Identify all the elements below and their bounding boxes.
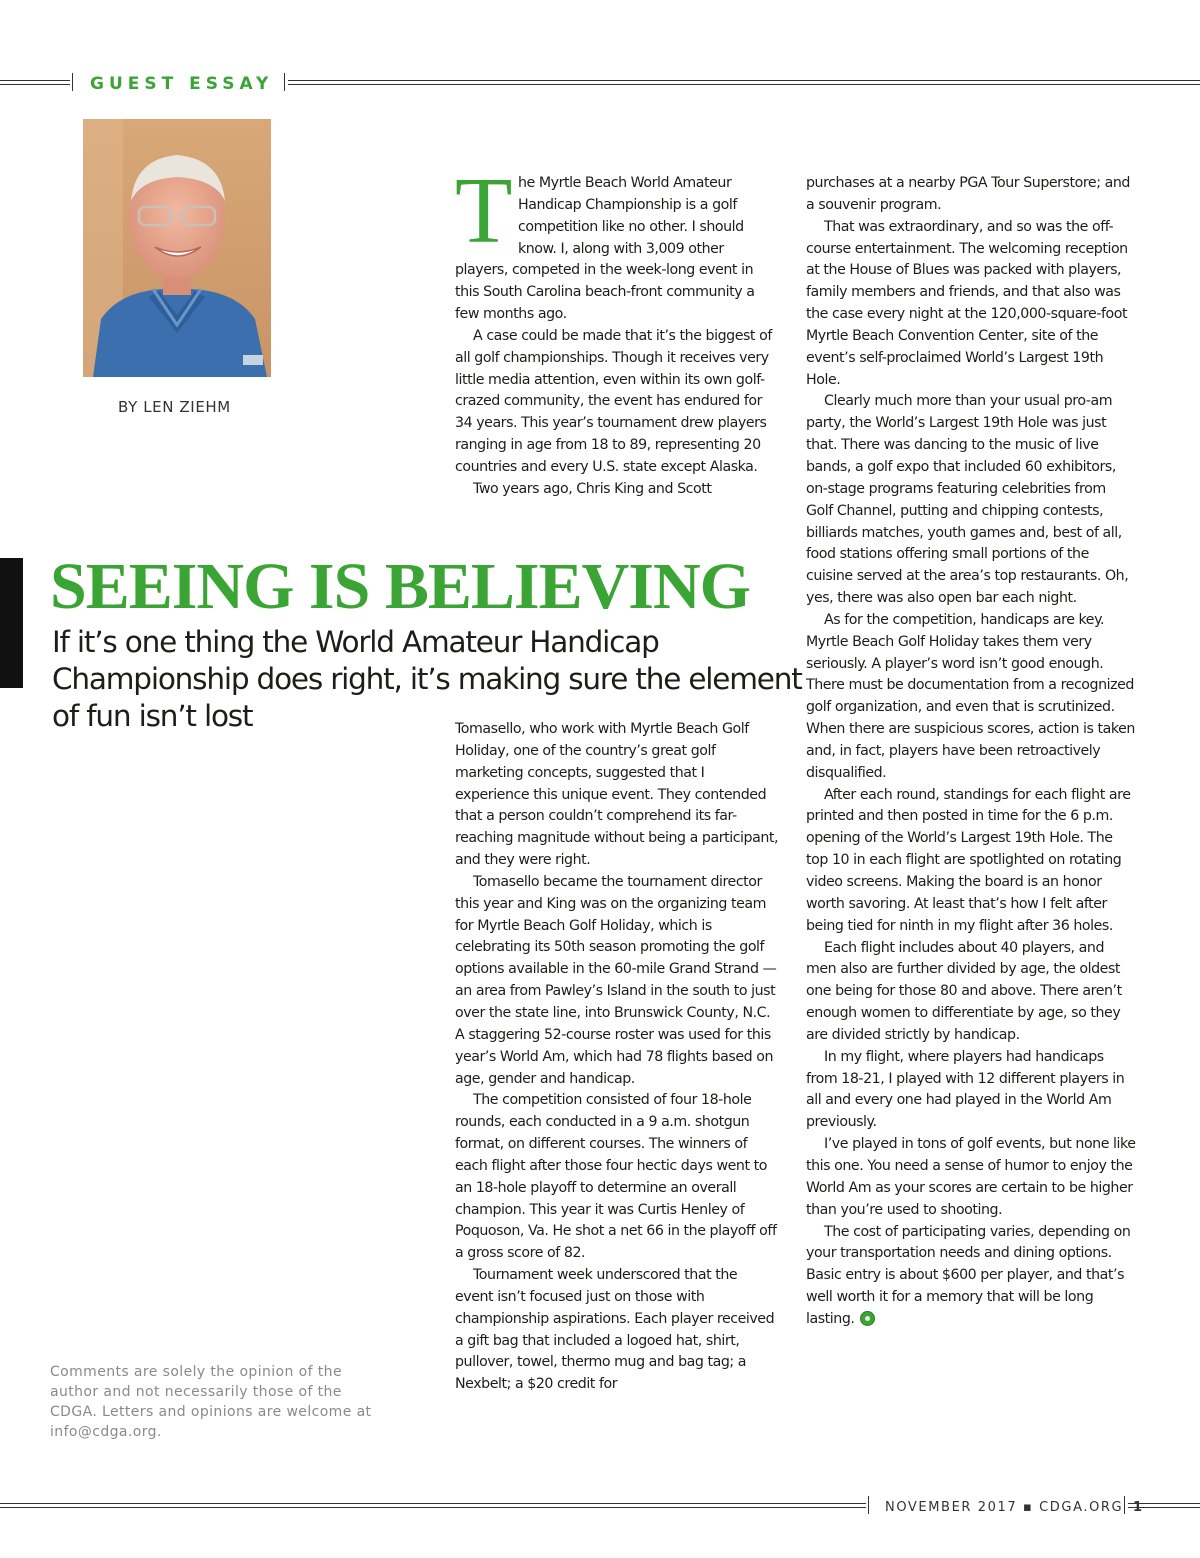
page-number: 1	[1132, 1500, 1144, 1515]
section-label: GUEST ESSAY	[90, 74, 274, 94]
top-rule	[0, 84, 70, 85]
cdga-logo-icon	[860, 1311, 875, 1326]
byline: BY LEN ZIEHM	[118, 398, 231, 416]
top-rule-tick	[284, 73, 285, 91]
paragraph: purchases at a nearby PGA Tour Superstore; and a souvenir program.	[806, 175, 1130, 213]
paragraph-text: The cost of participating varies, depending on your transportation needs and dining options. Basic entry is about $600 per player, and that’s well worth it for a memory that will be long lasting.	[806, 1223, 1131, 1327]
paragraph: That was extraordinary, and so was the off-course entertainment. The welcoming reception at the House of Blues was packed with players, family members and friends, and that also was the case every night at the 120,000-square-foot Myrtle Beach Convention Center, site of the event’s self-proclaimed World’s Largest 19th Hole.	[806, 218, 1128, 388]
paragraph: The competition consisted of four 18-hole rounds, each conducted in a 9 a.m. shotgun format, on different courses. The winners of each flight after those four hectic days went to an 18-hole playoff to determine an overall champion. This year it was Curtis Henley of Poquoson, Va. He shot a net 66 in the playoff off a gross score of 82.	[455, 1092, 777, 1262]
paragraph: In my flight, where players had handicaps from 18-21, I played with 12 different players in all and every one had played in the World Am previously.	[806, 1048, 1125, 1131]
paragraph: A case could be made that it’s the biggest of all golf championships. Though it receives very little media attention, even within its own golf-crazed community, the event has endured for 34 years. This year’s tournament drew players ranging in age from 18 to 89, representing 20 countries and every U.S. state except Alaska.	[455, 327, 772, 475]
paragraph: I’ve played in tons of golf events, but none like this one. You need a sense of humor to enjoy the World Am as your scores are certain to be higher than you’re used to shooting.	[806, 1136, 1136, 1218]
paragraph: As for the competition, handicaps are key. Myrtle Beach Golf Holiday takes them very seriously. A player’s word isn’t good enough. There must be documentation from a recognized golf organization, and even that is scrutinized. When there are suspicious scores, action is taken and, in fact, players have been retroactively disqualified.	[806, 611, 1135, 781]
footer-issue: NOVEMBER 2017	[885, 1500, 1018, 1515]
footer-site-link[interactable]: CDGA.ORG	[1039, 1500, 1124, 1515]
page-footer	[885, 1500, 1144, 1515]
paragraph: Each flight includes about 40 players, and men also are further divided by age, the oldest one being for those 80 and above. There aren’t enough women to differentiate by age, so they are divided strictly by handicap.	[806, 939, 1122, 1043]
top-rule	[288, 84, 1200, 85]
side-accent-bar	[0, 558, 23, 688]
author-photo	[83, 119, 271, 377]
paragraph: A staggering 52-course roster was used for this year’s World Am, which had 78 flights based on age, gender and handicap.	[455, 1026, 774, 1087]
paragraph-last	[806, 1222, 1136, 1331]
footer-separator: ▪	[1022, 1500, 1034, 1515]
paragraph: Tournament week underscored that the event isn’t focused just on those with championship aspirations. Each player received a gift bag that included a logoed hat, shirt, pullover, towel, thermo mug and bag tag; a Nexbelt; a $20 credit for	[455, 1267, 775, 1393]
paragraph: Tomasello, who work with Myrtle Beach Golf Holiday, one of the country’s great golf marketing concepts, suggested that I experience this unique event. They contended that a person couldn’t comprehend its far-reaching magnitude without being a participant, and they were right.	[455, 721, 779, 869]
paragraph: Clearly much more than your usual pro-am party, the World’s Largest 19th Hole was just that. There was dancing to the music of live bands, a golf expo that included 60 exhibitors, on-stage programs featuring celebrities from Golf Channel, putting and chipping contests, billiards matches, youth games and, best of all, food stations offering small portions of the cuisine served at the area’s top restaurants. Oh, yes, there was also open bar each night.	[806, 393, 1129, 607]
article-column-2	[806, 173, 1136, 1331]
article-column-1-bottom	[455, 719, 779, 1396]
top-rule	[0, 80, 70, 81]
deck-subtitle: If it’s one thing the World Amateur Handicap Championship does right, it’s making sure the element of fun isn’t lost	[52, 625, 802, 733]
bottom-rule	[0, 1503, 866, 1504]
top-rule-tick	[72, 73, 73, 91]
bottom-rule	[0, 1507, 866, 1508]
drop-cap: T	[455, 159, 512, 263]
paragraph: After each round, standings for each flight are printed and then posted in time for the 6 p.m. opening of the World’s Largest 19th Hole. The top 10 in each flight are spotlighted on rotating video screens. Making the board is an honor worth savoring. At least that’s how I felt after being tied for ninth in my flight after 36 holes.	[806, 786, 1131, 934]
opinion-disclaimer: Comments are solely the opinion of the author and not necessarily those of the CDGA. Letters and opinions are welcome at info@cdga.org.	[50, 1364, 372, 1440]
bottom-rule-tick	[868, 1496, 869, 1514]
headline: SEEING IS BELIEVING	[50, 550, 750, 623]
top-rule	[288, 80, 1200, 81]
paragraph: Tomasello became the tournament director this year and King was on the organizing team for Myrtle Beach Golf Holiday, which is celebrating its 50th season promoting the golf options available in the 60-mile Grand Strand — an area from Pawley’s Island in the south to just over the state line, into Brunswick County, N.C.	[455, 873, 777, 1021]
article-column-1-top	[455, 159, 779, 501]
paragraph: he Myrtle Beach World Amateur Handicap Championship is a golf competition like no other. I should know. I, along with 3,009 other players, competed in the week-long event in this South Carolina beach-front community a few months ago.	[455, 175, 755, 323]
paragraph: Two years ago, Chris King and Scott	[473, 480, 712, 497]
